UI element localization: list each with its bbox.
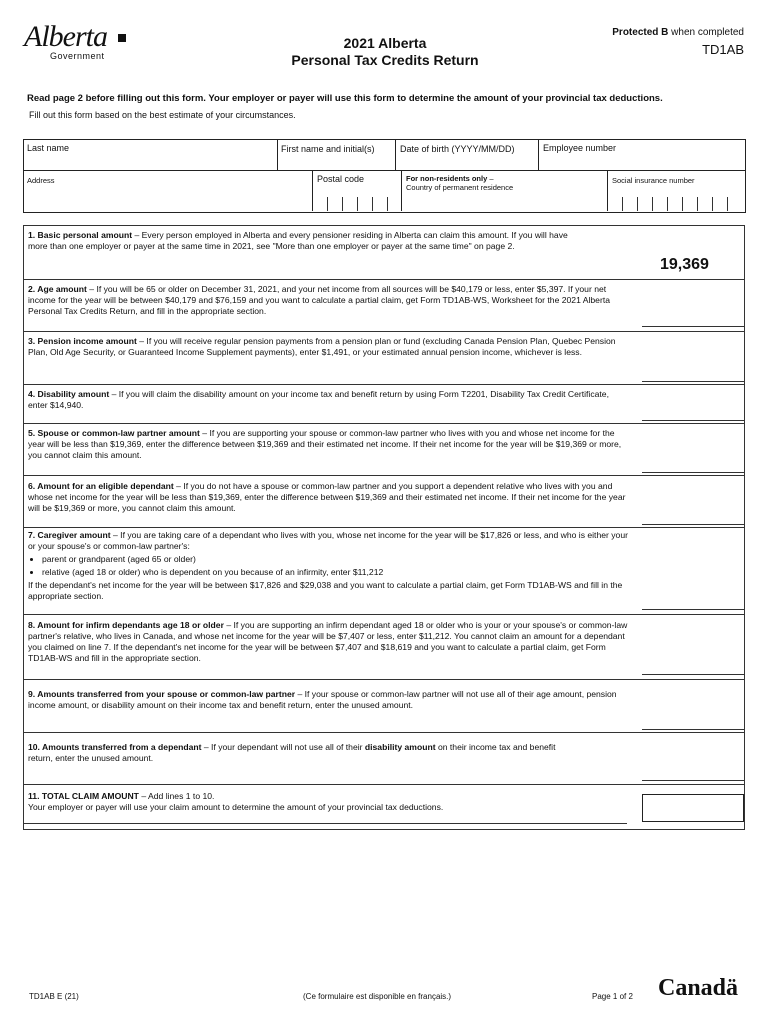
line-10-dependant-transfer: 10. Amounts transferred from a dependant – If your dependant will not use all of their disability amount on their income tax and benefit return, enter the unused amount. xyxy=(28,742,556,763)
sin-field[interactable]: Social insurance number xyxy=(612,176,695,185)
canada-wordmark: Canadä xyxy=(658,975,739,1001)
alberta-flag-mark-icon xyxy=(118,34,126,42)
line-3-pension-income: 3. Pension income amount – If you will receive regular pension payments from a pension plan or fund (excluding Canada Pension Plan, Quebec Pension Plan, Old Age Security, or Guaranteed Income Supplement payments), enter $1,491, or your estimated annual pension income, whichever is less. xyxy=(28,336,616,357)
line-6-input[interactable] xyxy=(642,524,744,525)
line-7-caregiver-amount: 7. Caregiver amount – If you are taking care of a dependant who lives with you, whose net income for the year will be $17,826 or less, and who is either your or your spouse's or common-law partner's: • parent or grandparent (aged 65 or older) • relative (aged 18 or older) who is dependent on you because of an infirmity, enter $11,212 If the dependant's net income for the year will be between $17,826 and $29,038 and you want to calculate a partial claim, get Form TD1AB-WS and fill in the appropriate section. xyxy=(28,530,634,602)
line-9-spouse-transfer: 9. Amounts transferred from your spouse or common-law partner – If your spouse or common-law partner will not use all of their age amount, pension income amount, or disability amount on their income tax and benefit return, enter the unused amount. xyxy=(28,689,617,710)
alberta-logo-subtext: Government xyxy=(50,51,105,61)
form-code: TD1AB xyxy=(702,42,744,57)
line-7-bullet-1: • parent or grandparent (aged 65 or older) xyxy=(42,554,634,565)
form-title-line2: Personal Tax Credits Return xyxy=(291,52,479,68)
line-11-total-claim: 11. TOTAL CLAIM AMOUNT – Add lines 1 to 10. Your employer or payer will use your claim amount to determine the amount of your provincial tax deductions. xyxy=(28,791,444,812)
line-8-input[interactable] xyxy=(642,674,744,675)
line-10-input[interactable] xyxy=(642,780,744,781)
line-7-input[interactable] xyxy=(642,609,744,610)
postal-code-field[interactable]: Postal code xyxy=(317,174,365,184)
line-3-input[interactable] xyxy=(642,381,744,382)
line-7-bullet-2: • relative (aged 18 or older) who is dependent on you because of an infirmity, enter $11,212 xyxy=(42,567,634,578)
line-4-input[interactable] xyxy=(642,420,744,421)
intro-instruction: Read page 2 before filling out this form. Your employer or payer will use this form to determine the amount of your provincial tax deductions. xyxy=(27,93,663,104)
ident-row-divider xyxy=(23,170,745,171)
footer-form-code: TD1AB E (21) xyxy=(29,992,79,1001)
first-name-field[interactable]: First name and initial(s) xyxy=(281,144,375,154)
intro-estimate: Fill out this form based on the best estimate of your circumstances. xyxy=(29,110,296,120)
line-4-disability-amount: 4. Disability amount – If you will claim the disability amount on your income tax and benefit return by using Form T2201, Disability Tax Credit Certificate, enter $14,940. xyxy=(28,389,609,410)
line-1-amount: 19,369 xyxy=(660,256,709,273)
last-name-field[interactable]: Last name xyxy=(27,143,70,153)
sin-boxes[interactable] xyxy=(607,193,745,211)
footer-page-number: Page 1 of 2 xyxy=(592,992,633,1001)
protected-bold: Protected B xyxy=(612,27,669,38)
line-5-input[interactable] xyxy=(642,472,744,473)
line-2-input[interactable] xyxy=(642,326,744,327)
postal-code-boxes[interactable] xyxy=(313,195,401,211)
line-5-spouse-amount: 5. Spouse or common-law partner amount – If you are supporting your spouse or common-law partner who lives with you and whose net income for the year will be less than $19,369, enter the difference between $19,369 and their estimated net income. If their net income for the year will be $19,369 or more, you cannot claim this amount. xyxy=(28,428,622,460)
protected-label xyxy=(612,27,744,38)
country-residence-label: Country of permanent residence xyxy=(406,183,514,192)
date-of-birth-field[interactable]: Date of birth (YYYY/MM/DD) xyxy=(400,144,515,154)
line-6-eligible-dependant: 6. Amount for an eligible dependant – If you do not have a spouse or common-law partner and you support a dependent relative who lives with you and whose net income for the year will be less than $19,369, enter the difference between $19,369 and their estimated net income. If their net income for the year will be $19,369 or more, you cannot claim this amount. xyxy=(28,481,626,513)
line-1-basic-personal-amount: 1. Basic personal amount – Every person employed in Alberta and every pensioner residing in Alberta can claim this amount. If you will have more than one employer or payer at the same time in 2021, see "More than one employer or payer at the same time" on page 2. xyxy=(28,230,568,251)
form-title-line1: 2021 Alberta xyxy=(343,35,427,51)
line-8-infirm-dependants: 8. Amount for infirm dependants age 18 or older – If you are supporting an infirm dependant aged 18 or older who is your or your spouse's or common-law partner's relative, who lives in Canada, and whose net income for the year will be $7,407 or less, enter $11,212. You cannot claim an amount for a dependant you claimed on line 7. If the dependant's net income for the year will be between $7,407 and $18,619 and you want to calculate a partial claim, get Form TD1AB-WS and fill in the appropriate section. xyxy=(28,620,628,663)
alberta-logo xyxy=(24,22,107,61)
line-2-age-amount: 2. Age amount – If you will be 65 or older on December 31, 2021, and your net income from all sources will be $40,179 or less, enter $5,397. If your net income for the year will be between $40,179 and $76,159 and you want to calculate a partial claim, get Form TD1AB-WS, Worksheet for the 2021 Alberta Personal Tax Credits Return, and fill in the appropriate section. xyxy=(28,284,610,316)
footer-french-note: (Ce formulaire est disponible en français.) xyxy=(303,992,452,1001)
address-field[interactable]: Address xyxy=(27,176,55,185)
line-9-input[interactable] xyxy=(642,729,744,730)
employee-number-field[interactable]: Employee number xyxy=(543,143,617,153)
line-7-partial-claim: If the dependant's net income for the year will be between $17,826 and $29,038 and you want to calculate a partial claim, get Form TD1AB-WS and fill in the appropriate section. xyxy=(28,580,623,601)
line-11-total-input[interactable] xyxy=(642,794,744,822)
non-resident-label: For non-residents only xyxy=(406,174,488,183)
protected-rest: when completed xyxy=(668,27,744,38)
non-resident-field[interactable]: For non-residents only – Country of permanent residence xyxy=(406,174,514,192)
form-title xyxy=(260,35,510,69)
alberta-logo-text: Alberta xyxy=(24,20,107,53)
